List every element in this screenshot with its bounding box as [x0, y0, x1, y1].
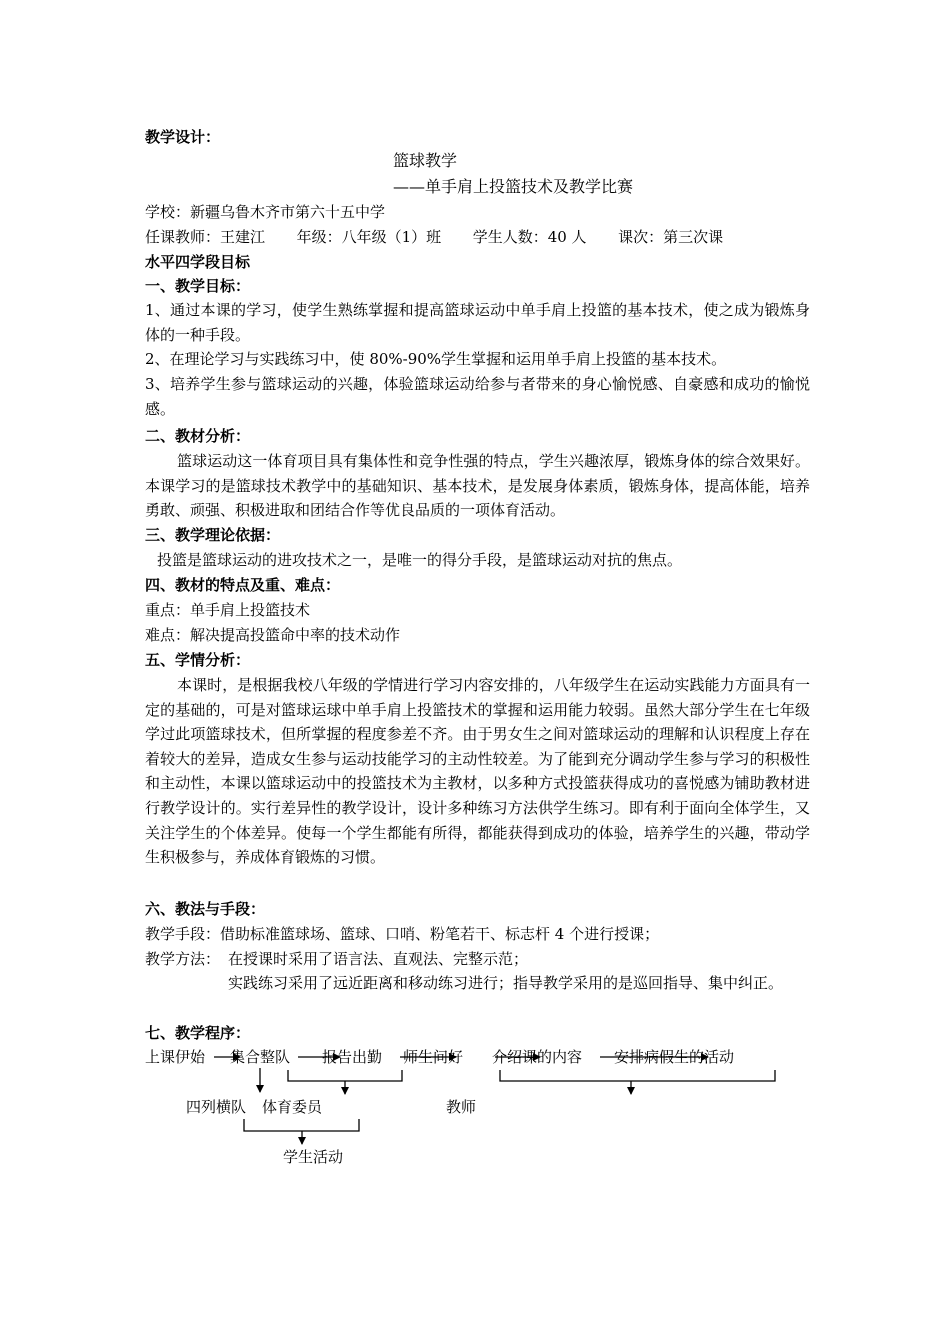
- material-analysis-text: 篮球运动这一体育项目具有集体性和竞争性强的特点，学生兴趣浓厚，锻炼身体的综合效果好。本课学习的是篮球技术教学中的基础知识、基本技术，是发展身体素质，锻炼身体，提高体能，培养勇敢、顽强、积极进取和团结合作等优良品质的一项体育活动。: [145, 452, 810, 520]
- flow-rows: 四列横队: [186, 1098, 247, 1116]
- flow-assemble: 集合整队: [230, 1048, 291, 1066]
- flow-student-activity: 学生活动: [283, 1148, 344, 1166]
- school-line: 学校：新疆乌鲁木齐市第六十五中学: [145, 203, 386, 221]
- teaching-method-label: 教学方法：: [145, 950, 221, 968]
- doc-title: 篮球教学: [393, 151, 458, 170]
- flow-report: 报告出勤: [322, 1048, 383, 1066]
- level-goal-heading: 水平四学段目标: [145, 253, 251, 271]
- bracket-report-greet: [288, 1070, 402, 1081]
- objective-2: 2、在理论学习与实践练习中，使 80%-90%学生掌握和运用单手肩上投篮的基本技术。: [145, 350, 727, 368]
- section-1-heading: 一、教学目标：: [145, 277, 251, 295]
- teaching-method-1: 在授课时采用了语言法、直观法、完整示范；: [228, 950, 529, 968]
- key-point: 重点：单手肩上投篮技术: [145, 601, 311, 619]
- section-5-heading: 五、学情分析：: [145, 651, 251, 669]
- objective-1: 1、通过本课的学习，使学生熟练掌握和提高篮球运动中单手肩上投篮的基本技术，使之成为锻炼身体的一种手段。: [145, 301, 810, 344]
- flow-start: 上课伊始: [145, 1048, 206, 1066]
- bracket-intro-arrange: [500, 1070, 775, 1081]
- flow-monitor: 体育委员: [262, 1098, 323, 1116]
- bracket-rows-monitor: [244, 1119, 359, 1131]
- flow-arrange: 安排病假生的活动: [614, 1048, 735, 1066]
- flow-teacher: 教师: [446, 1098, 477, 1116]
- design-label: 教学设计：: [145, 128, 221, 146]
- teacher-info: 任课教师：王建江: [145, 228, 266, 246]
- lesson-info: 课次：第三次课: [618, 228, 724, 246]
- doc-subtitle: ——单手肩上投篮技术及教学比赛: [393, 177, 634, 196]
- learner-analysis-text: 本课时，是根据我校八年级的学情进行学习内容安排的，八年级学生在运动实践能力方面具有一定的基础的，可是对篮球运球中单手肩上投篮技术的掌握和运用能力较弱。虽然大部分学生在七年级学过此项篮球技术，但所掌握的程度参差不齐。由于男女生之间对篮球运动的理解和认识程度上存在着较大的差异，造成女生参与运动技能学习的主动性较差。为了能到充分调动学生参与学习的积极性和主动性，本课以篮球运动中的投篮技术为主教材，以多种方式投篮获得成功的喜悦感为铺助教材进行教学设计的。实行差异性的教学设计，设计多种练习方法供学生练习。即有利于面向全体学生，又关注学生的个体差异。使每一个学生都能有所得，都能获得到成功的体验，培养学生的兴趣，带动学生积极参与，养成体育锻炼的习惯。: [145, 676, 810, 867]
- students-info: 学生人数：40 人: [472, 228, 587, 246]
- objective-3: 3、培养学生参与篮球运动的兴趣，体验篮球运动给参与者带来的身心愉悦感、自豪感和成功的愉悦感。: [145, 375, 810, 418]
- section-3-heading: 三、教学理论依据：: [145, 526, 281, 544]
- theory-text: 投篮是篮球运动的进攻技术之一，是唯一的得分手段，是篮球运动对抗的焦点。: [157, 551, 683, 569]
- grade-info: 年级：八年级（1）班: [296, 228, 442, 246]
- section-2-heading: 二、教材分析：: [145, 427, 251, 445]
- teaching-means: 教学手段：借助标准篮球场、篮球、口哨、粉笔若干、标志杆 4 个进行授课；: [145, 925, 660, 943]
- section-6-heading: 六、教法与手段：: [145, 900, 266, 918]
- flow-intro: 介绍课的内容: [492, 1048, 583, 1066]
- section-4-heading: 四、教材的特点及重、难点：: [145, 576, 341, 594]
- teaching-method-2: 实践练习采用了远近距离和移动练习进行；指导教学采用的是巡回指导、集中纠正。: [228, 974, 784, 992]
- difficult-point: 难点：解决提高投篮命中率的技术动作: [145, 626, 401, 644]
- flow-greet: 师生问好: [403, 1048, 464, 1066]
- section-7-heading: 七、教学程序：: [145, 1024, 251, 1042]
